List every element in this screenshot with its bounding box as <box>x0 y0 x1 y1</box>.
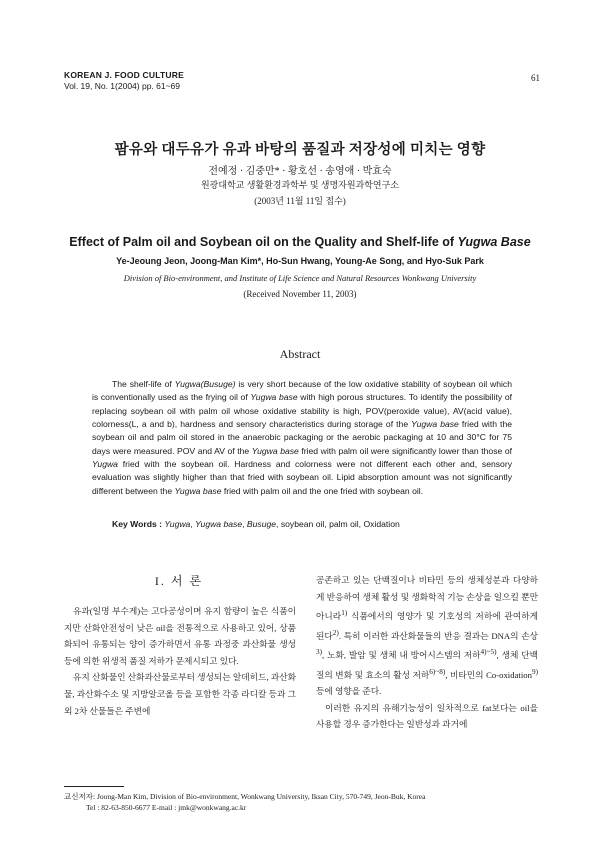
citation-ref: 1) <box>341 609 348 618</box>
korean-received-date: (2003년 11월 11일 접수) <box>254 196 346 206</box>
keyword: Busuge <box>246 519 277 529</box>
english-received-date: (Received November 11, 2003) <box>243 289 357 299</box>
abstract-text: with high porous structures. To identify the possibility of replacing soybean oil with palm oil whose oxidative stability is high, POV(peroxide value), AV(acid value), colorness(L, a and b), hardness and sensory characteristics during storage of the <box>92 392 512 430</box>
english-title-italic: Yugwa Base <box>457 235 531 249</box>
abstract-heading: Abstract <box>279 347 321 361</box>
journal-header <box>64 70 184 92</box>
korean-title: 팜유와 대두유가 유과 바탕의 품질과 저장성에 미치는 영향 <box>114 142 486 158</box>
abstract-text: The shelf-life of <box>112 379 175 389</box>
keyword: Yugwa base <box>195 519 243 529</box>
citation-ref: 3) <box>316 648 323 657</box>
abstract-text: fried with the soybean oil. Hardness and colorness were not different each other and, sensory evaluation was slightly higher than that fried with soybean oil. Lipid absorption amount was not significantly different between the <box>92 459 512 496</box>
abstract-italic: Yugwa base <box>251 445 299 456</box>
body-paragraph: 유과(일명 부수게)는 고다공성이며 유지 함량이 높은 식품이지만 산화안전성이 낮은 oil을 전통적으로 사용하고 있어, 상품화되어 유통되는 양이 증가하면서 유통 과정중 과산화물 생성 등에 의한 위생적 품질 저하가 문제시되고 있다. <box>64 606 296 666</box>
abstract-text: is very short because of the low oxidative stability of soybean oil which is conventionally used as the frying oil of <box>92 379 512 403</box>
korean-authors: 전예정 · 김중만* · 황호선 · 송영애 · 박효숙 <box>208 166 392 177</box>
korean-affiliation: 원광대학교 생활환경과학부 및 생명자원과학연구소 <box>200 180 400 190</box>
body-text: 식품에서의 영양가 및 기호성의 저하에 관여하게 된다 <box>316 611 538 641</box>
abstract-body <box>92 378 512 498</box>
body-paragraph: 이러한 유지의 유해기능성이 일차적으로 fat보다는 oil을 사용할 경우 증가한다는 일반성과 과거에 <box>316 702 538 730</box>
citation-ref: 6)~8) <box>429 667 446 676</box>
footnote-corresponding-author: 교신저자: Joong-Man Kim, Division of Bio-environment, Wonkwang University, Iksan City, 570-749, Jeon-Buk, Korea <box>64 792 426 801</box>
abstract-italic: Yugwa base <box>411 419 459 430</box>
keywords-label: Key Words : <box>112 519 165 529</box>
abstract-italic: Yugwa <box>92 459 118 470</box>
body-text: , 비타민의 Co-oxidation <box>445 669 532 680</box>
abstract-text: fried with palm oil were significantly lower than those of <box>298 445 512 456</box>
abstract-text: fried with the soybean oil and palm oil stored in the anaerobic packaging or the aerobic packaging at 10 and 30°C for 75 days were measured. POV and AV of the <box>92 419 513 456</box>
english-affiliation: Division of Bio-environment, and Institute of Life Science and Natural Resources Wonkwang University <box>123 273 477 283</box>
body-text: , 생체 단백질의 변화 및 효소의 활성 저하 <box>316 650 538 680</box>
body-text: . 특히 이러한 과산화물들의 반응 결과는 DNA의 손상 <box>338 630 538 641</box>
keyword-separator: , <box>190 519 196 529</box>
keywords-rest: , soybean oil, palm oil, Oxidation <box>276 519 400 529</box>
body-column-right <box>316 572 538 733</box>
english-authors: Ye-Jeoung Jeon, Joong-Man Kim*, Ho-Sun Hwang, Young-Ae Song, and Hyo-Suk Park <box>116 256 484 266</box>
body-paragraph <box>316 572 538 700</box>
abstract-text: fried with palm oil and the one fried with soybean oil. <box>221 485 424 496</box>
english-title-main: Effect of Palm oil and Soybean oil on the Quality and Shelf-life of <box>69 235 458 249</box>
body-text: 등에 영향을 준다. <box>316 686 382 697</box>
body-text: 공존하고 있는 단백질이나 비타민 등의 생체성분과 다양하게 반응하여 생체 활성 및 생화학적 기능 손상을 일으킬 뿐만 아니라 <box>316 575 538 622</box>
citation-ref: 4)~5) <box>480 648 497 657</box>
abstract-italic: Yugwa base <box>250 392 298 403</box>
keyword: Yugwa <box>164 519 191 529</box>
abstract-italic: Yugwa(Busuge) <box>174 379 236 389</box>
page-number: 61 <box>531 73 540 83</box>
footnote-contact: Tel : 82-63-850-6677 E-mail : jmk@wonkwang.ac.kr <box>86 803 247 812</box>
body-text: , 노화, 발암 및 생체 내 방어시스템의 저하 <box>322 650 481 661</box>
body-paragraph: 유지 산화물인 산화과산물로부터 생성되는 알데히드, 과산화물, 과산화수소 및 지방알코올 등을 포함한 각종 라디칼 등과 그 외 2차 산물들은 주변에 <box>64 672 296 716</box>
citation-ref: 9) <box>531 667 538 676</box>
footnote <box>64 791 425 813</box>
body-column-left <box>64 603 296 719</box>
abstract-italic: Yugwa base <box>174 485 222 496</box>
keyword-separator: , <box>242 519 247 529</box>
keywords-line <box>112 518 400 530</box>
footnote-divider <box>64 786 124 787</box>
section-heading-introduction: I. 서 론 <box>154 574 204 588</box>
journal-issue: Vol. 19, No. 1(2004) pp. 61~69 <box>64 81 181 91</box>
journal-name: KOREAN J. FOOD CULTURE <box>64 70 184 80</box>
citation-ref: 2) <box>332 628 339 637</box>
english-title <box>0 235 600 249</box>
